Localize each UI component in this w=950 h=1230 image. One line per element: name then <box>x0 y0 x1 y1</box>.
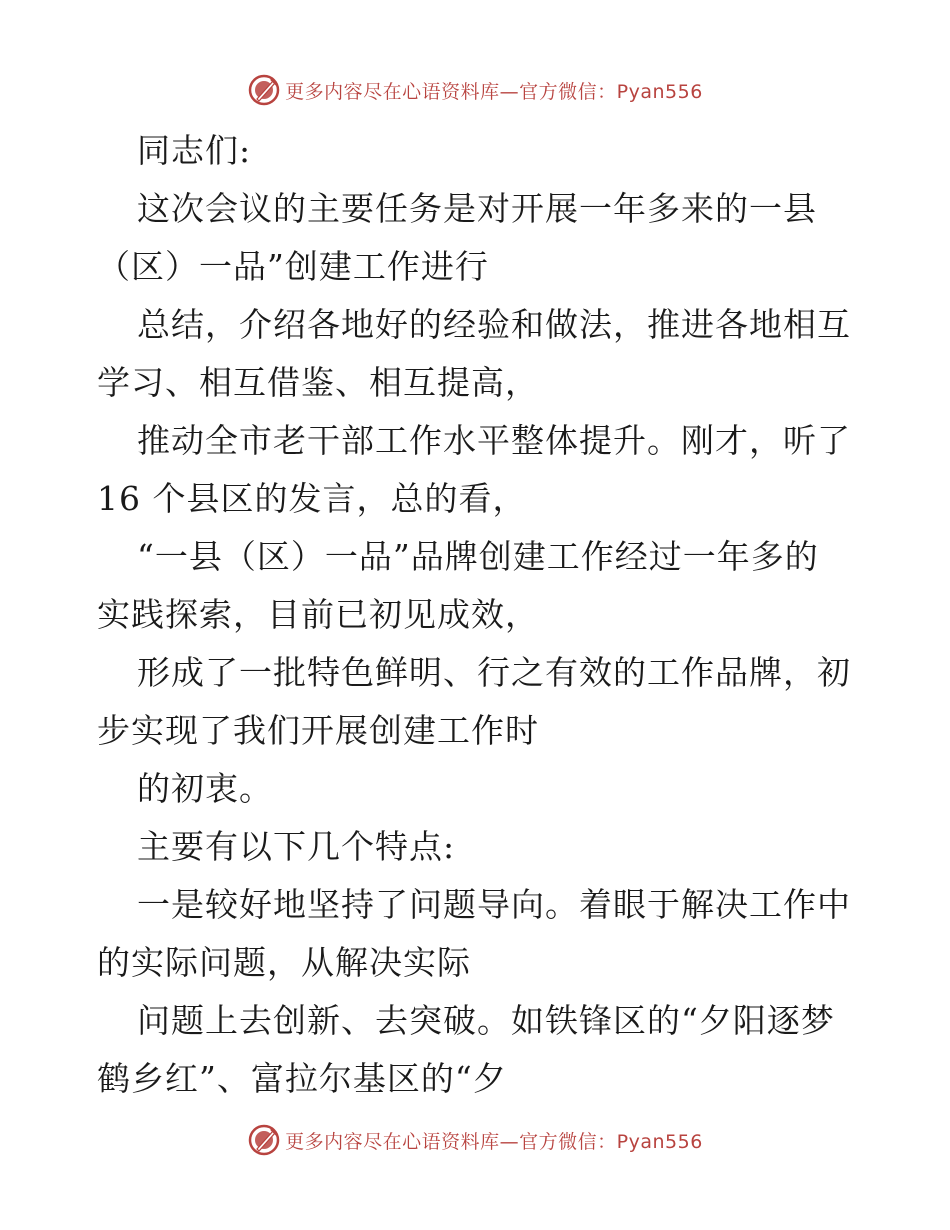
watermark-text: 更多内容尽在心语资料库—官方微信：Pyan556 <box>285 80 703 103</box>
pen-seal-logo-icon <box>247 73 281 107</box>
text-line: 主要有以下几个特点: <box>137 827 456 866</box>
text-line: 推动全市老干部工作水平整体提升。刚才，听了 <box>137 421 851 460</box>
text-line: 16 个县区的发言，总的看， <box>97 479 527 518</box>
watermark-header <box>0 70 950 110</box>
watermark-text: 更多内容尽在心语资料库—官方微信：Pyan556 <box>285 1130 703 1153</box>
pen-seal-logo-icon <box>247 1123 281 1157</box>
watermark-footer <box>0 1120 950 1160</box>
text-line: 一是较好地坚持了问题导向。着眼于解决工作中 <box>137 885 851 924</box>
text-line: （区）一品”创建工作进行 <box>97 247 489 286</box>
text-line: 总结，介绍各地好的经验和做法，推进各地相互 <box>137 305 851 344</box>
text-line: 学习、相互借鉴、相互提高， <box>97 363 539 402</box>
text-line: 鹤乡红”、富拉尔基区的“夕 <box>97 1059 507 1098</box>
text-line: 实践探索，目前已初见成效， <box>97 595 539 634</box>
text-line: 问题上去创新、去突破。如铁锋区的“夕阳逐梦 <box>137 1001 835 1040</box>
text-line: 步实现了我们开展创建工作时 <box>97 711 539 750</box>
text-line: 形成了一批特色鲜明、行之有效的工作品牌，初 <box>137 653 851 692</box>
text-line: 的初衷。 <box>137 769 273 808</box>
text-line: “一县（区）一品”品牌创建工作经过一年多的 <box>137 537 819 576</box>
text-line: 的实际问题，从解决实际 <box>97 943 471 982</box>
text-line: 这次会议的主要任务是对开展一年多来的一县 <box>137 189 817 228</box>
document-body <box>97 122 857 1108</box>
text-line: 同志们: <box>137 131 252 170</box>
